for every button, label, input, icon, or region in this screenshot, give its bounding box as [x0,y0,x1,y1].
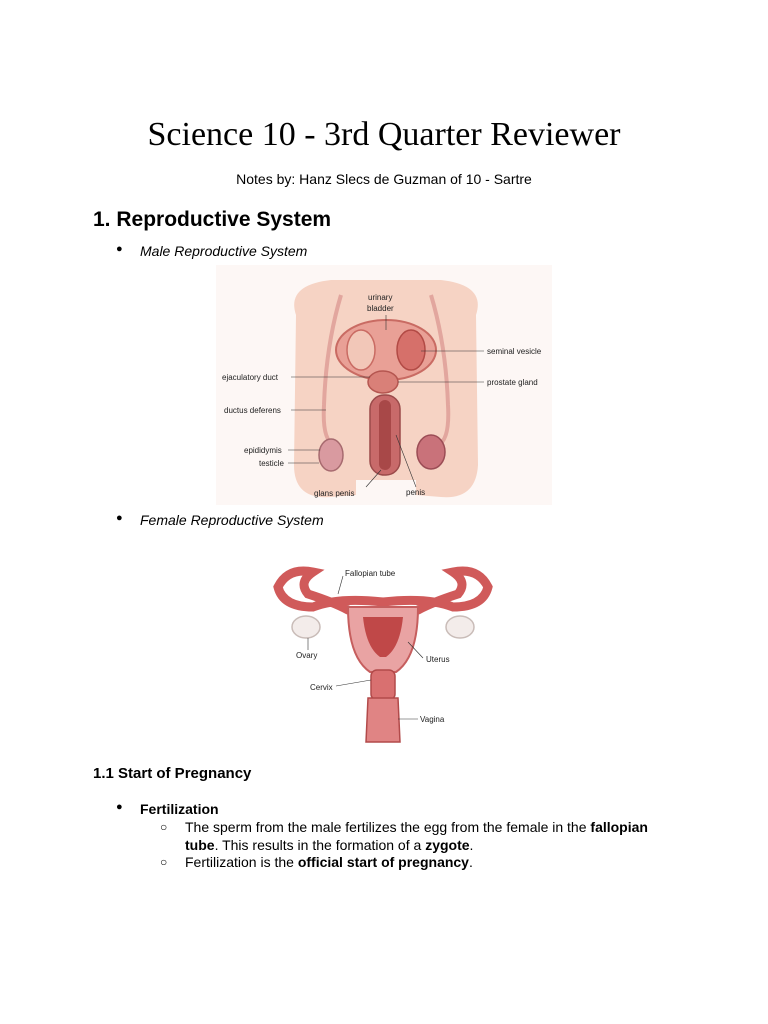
label-epididymis: epididymis [244,446,282,455]
circle-bullet-icon: ○ [160,855,168,869]
bullet-fertilization: Fertilization [140,801,219,817]
bullet-female-reproductive-system: Female Reproductive System [140,512,324,528]
right-ovary-shape [446,616,474,638]
page-title: Science 10 - 3rd Quarter Reviewer [147,116,621,153]
label-ovary: Ovary [296,651,318,660]
label-uterus: Uterus [426,655,450,664]
label-bladder: bladder [367,304,394,313]
right-testicle-shape [417,435,445,469]
left-ovary-shape [292,616,320,638]
fertilization-point-1: The sperm from the male fertilizes the egg from the female in the fallopian tube. This results in the formation of a zygote. [185,819,648,853]
label-ductus-deferens: ductus deferens [224,406,281,415]
label-testicle: testicle [259,459,284,468]
left-seminal-vesicle-shape [347,330,375,370]
bullet-icon: ● [116,801,123,813]
prostate-shape [368,371,398,393]
circle-bullet-icon: ○ [160,820,168,834]
fertilization-point-2: Fertilization is the official start of pregnancy. [185,854,473,870]
author-note: Notes by: Hanz Slecs de Guzman of 10 - Sartre [236,171,532,187]
label-seminal-vesicle: seminal vesicle [487,347,542,356]
label-penis: penis [406,488,426,497]
right-seminal-vesicle-shape [397,330,425,370]
label-ejaculatory-duct: ejaculatory duct [222,373,279,382]
left-testicle-shape [319,439,343,471]
label-fallopian-tube: Fallopian tube [345,569,396,578]
bullet-icon: ● [116,243,123,255]
bullet-male-reproductive-system: Male Reproductive System [140,243,308,259]
penis-inner-shape [379,400,391,470]
vagina-shape [366,698,400,742]
female-reproductive-system-diagram [268,562,498,744]
label-prostate-gland: prostate gland [487,378,538,387]
label-urinary: urinary [368,293,393,302]
cervix-shape [371,670,395,700]
label-cervix: Cervix [310,683,333,692]
male-reproductive-system-diagram [216,265,552,505]
section-heading-reproductive-system: 1. Reproductive System [93,208,332,231]
bullet-icon: ● [116,512,123,524]
section-heading-start-of-pregnancy: 1.1 Start of Pregnancy [93,765,252,782]
label-glans-penis: glans penis [314,489,355,498]
label-vagina: Vagina [420,715,445,724]
